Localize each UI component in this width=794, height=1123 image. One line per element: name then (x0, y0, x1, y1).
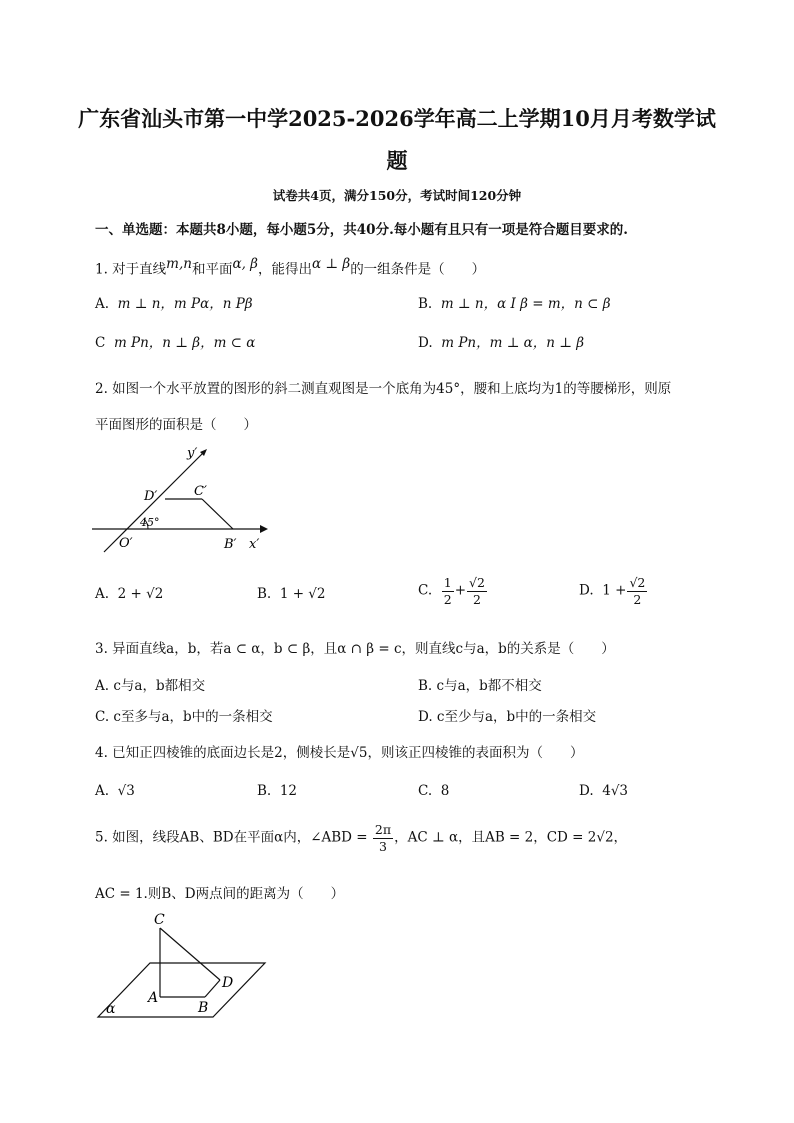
q1-option-d[interactable] (418, 331, 584, 351)
option-label: D. (418, 335, 433, 351)
question-3-stem: 3. 异面直线a，b，若a ⊂ α，b ⊂ β，且α ∩ β = c，则直线c与a，b的关系是（ ） (95, 641, 615, 657)
option-label: A. (95, 296, 110, 312)
label-alpha: α (106, 1001, 116, 1017)
option-text: 1 + √2 (279, 586, 326, 602)
q1-option-b[interactable] (418, 292, 611, 312)
q4-option-d[interactable] (579, 783, 628, 799)
label-y: y′ (187, 446, 198, 461)
q1-option-a[interactable] (95, 292, 253, 312)
numerator: √2 (469, 575, 485, 590)
q1-planes: α, β (232, 256, 258, 272)
label-d: D′ (144, 489, 158, 504)
label-o: O′ (119, 536, 133, 551)
option-text: m Pn，m ⊥ α，n ⊥ β (441, 335, 585, 351)
denominator: 2 (633, 591, 642, 607)
label-c: C (154, 912, 165, 928)
label-x: x′ (249, 537, 260, 552)
question-5-stem-continued: AC = 1.则B、D两点间的距离为（ ） (95, 886, 345, 902)
option-label: C. (418, 582, 433, 599)
numerator: 2π (374, 822, 392, 837)
page-title-continued: 题 (386, 148, 408, 173)
question-2-stem: 2. 如图一个水平放置的图形的斜二测直观图是一个底角为45°，腰和上底均为1的等腰梯形，则原 (95, 381, 672, 397)
q4-option-b[interactable] (257, 783, 297, 799)
q3-option-b[interactable]: B. c与a，b都不相交 (418, 678, 542, 694)
q1-text-1: 1. 对于直线 (95, 261, 167, 278)
q3-option-c[interactable]: C. c至多与a，b中的一条相交 (95, 709, 273, 725)
question-2-stem-continued: 平面图形的面积是（ ） (95, 417, 257, 433)
option-label: D. (579, 783, 594, 799)
segment-cd (160, 928, 220, 980)
option-label: C (95, 335, 106, 351)
right-leg (202, 499, 233, 529)
q1-option-c[interactable] (95, 331, 255, 351)
q4-option-a[interactable] (95, 783, 135, 799)
option-label: C. (418, 783, 433, 799)
label-d: D (222, 975, 234, 991)
q1-lines-mn: m,n (166, 256, 192, 272)
option-text: 2 + √2 (117, 586, 164, 602)
q3-option-d[interactable]: D. c至少与a，b中的一条相交 (418, 709, 597, 725)
plane-alpha (98, 963, 265, 1017)
plane-figure (90, 908, 275, 1023)
option-label: D. (579, 582, 594, 599)
option-text: m Pn，n ⊥ β，m ⊂ α (113, 335, 256, 351)
q2-option-c[interactable] (418, 575, 488, 607)
fraction (467, 575, 487, 607)
denominator: 3 (379, 838, 387, 854)
trapezoid-figure (90, 440, 270, 560)
denominator: 2 (472, 591, 481, 607)
plus-sign: + (454, 582, 466, 599)
option-label: A. (95, 783, 110, 799)
q1-text-3: ，能得出 (257, 261, 312, 278)
q4-option-c[interactable] (418, 783, 449, 799)
numerator: √2 (629, 575, 646, 590)
segment-bd (205, 980, 220, 997)
exam-info: 试卷共4页，满分150分，考试时间120分钟 (272, 188, 522, 203)
fraction (627, 575, 647, 607)
q2-option-d[interactable] (579, 575, 648, 607)
option-label: B. (418, 296, 433, 312)
question-4-stem: 4. 已知正四棱锥的底面边长是2，侧棱长是√5，则该正四棱锥的表面积为（ ） (95, 745, 584, 761)
option-text: 1 + (602, 582, 627, 599)
option-text: √3 (117, 783, 135, 799)
option-text: 4√3 (602, 783, 629, 799)
denominator: 2 (443, 591, 452, 607)
question-1-stem (95, 256, 485, 278)
label-b: B (198, 1000, 209, 1016)
option-text: 8 (440, 783, 450, 799)
q5-text-1: 5. 如图，线段AB、BD在平面α内，∠ABD = (95, 829, 368, 846)
q1-text-4: 的一组条件是（ ） (350, 261, 486, 278)
option-label: B. (257, 783, 272, 799)
section-heading: 一、单选题：本题共8小题，每小题5分，共40分.每小题有且只有一项是符合题目要求的. (95, 222, 628, 238)
label-angle: 45° (140, 516, 160, 529)
label-c: C′ (194, 484, 207, 499)
option-text: m ⊥ n，m Pα，n Pβ (117, 296, 253, 312)
fraction (442, 575, 454, 607)
numerator: 1 (443, 575, 452, 590)
q1-perp: α ⊥ β (311, 256, 351, 272)
option-text: 12 (279, 783, 297, 799)
option-label: B. (257, 586, 272, 602)
q5-text-2: ，AC ⊥ α，且AB = 2，CD = 2√2， (394, 829, 628, 846)
fraction (373, 822, 393, 854)
label-b: B′ (224, 537, 237, 552)
q2-option-a[interactable] (95, 586, 163, 602)
option-label: A. (95, 586, 110, 602)
q2-option-b[interactable] (257, 586, 326, 602)
label-a: A (148, 990, 159, 1006)
q1-text-2: 和平面 (191, 261, 233, 278)
question-5-stem (95, 822, 627, 854)
page-title: 广东省汕头市第一中学2025-2026学年高二上学期10月月考数学试 (78, 106, 716, 131)
x-axis-arrow (260, 525, 268, 533)
option-text: m ⊥ n，α I β = m，n ⊂ β (440, 296, 611, 312)
q3-option-a[interactable]: A. c与a，b都相交 (95, 678, 206, 694)
